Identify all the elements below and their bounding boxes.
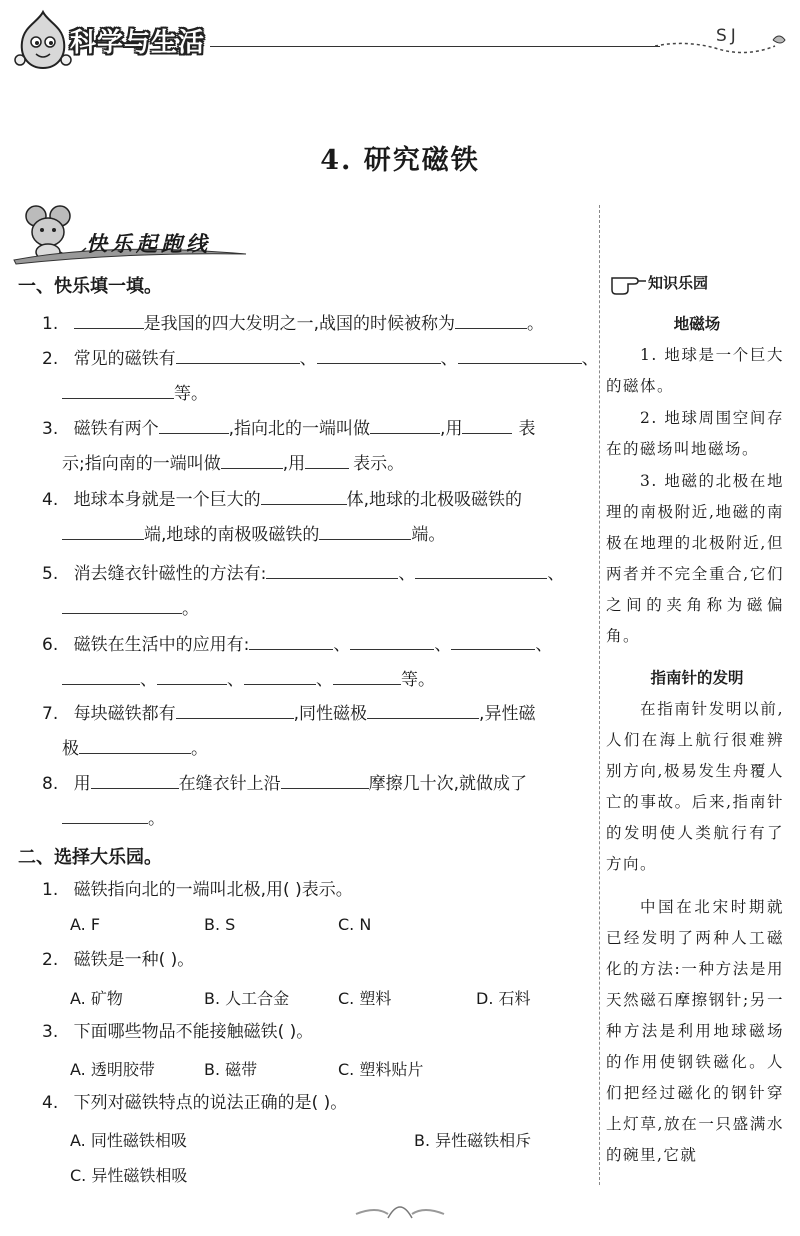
choice-option[interactable]: A. 同性磁铁相吸 (70, 1131, 187, 1150)
lesson-title: 4. 研究磁铁 (320, 145, 480, 176)
question-number: 3. (42, 419, 59, 439)
pointing-hand-icon (608, 268, 648, 296)
choice-option[interactable]: C. N (338, 915, 372, 934)
answer-blank[interactable] (74, 313, 144, 329)
question-number: 6. (42, 635, 59, 655)
question-text: 。 (148, 809, 165, 829)
header-code: SJ (716, 26, 740, 46)
choice-option[interactable]: B. 磁带 (204, 1060, 258, 1079)
answer-blank[interactable] (62, 808, 148, 824)
answer-blank[interactable] (79, 738, 191, 754)
side-paragraph: 2. 地球周围空间存在的磁场叫地磁场。 (606, 409, 784, 458)
separator: 、 (547, 564, 565, 584)
header-title: 科学与生活 (70, 28, 206, 58)
answer-blank[interactable] (281, 773, 369, 789)
choice-option[interactable]: B. S (204, 915, 236, 934)
question-text: ,同性磁极 (293, 704, 368, 724)
question-text: 每块磁铁都有 (73, 704, 176, 724)
question-text: 消去缝衣针磁性的方法有: (73, 564, 267, 584)
answer-blank[interactable] (62, 524, 144, 540)
answer-blank[interactable] (249, 634, 333, 650)
separator: 、 (398, 564, 416, 584)
question-text: 。 (182, 599, 199, 619)
column-divider (599, 205, 600, 1185)
choice-option[interactable]: B. 异性磁铁相斥 (414, 1131, 532, 1150)
answer-blank[interactable] (462, 418, 512, 434)
answer-blank[interactable] (62, 669, 140, 685)
question-text: 表示。 (353, 454, 405, 474)
choice-option[interactable]: C. 异性磁铁相吸 (70, 1166, 188, 1185)
page-number-ornament (350, 1196, 450, 1222)
choice-option[interactable]: C. 塑料 (338, 989, 392, 1008)
choice-option[interactable]: B. 人工合金 (204, 989, 290, 1008)
question-text: 等。 (174, 384, 208, 404)
answer-blank[interactable] (451, 634, 535, 650)
question-text: 下面哪些物品不能接触磁铁( )。 (73, 1022, 314, 1042)
fill-question-8 (42, 773, 527, 794)
question-text: 磁铁指向北的一端叫北极,用( )表示。 (73, 880, 353, 900)
question-number: 2. (42, 950, 59, 970)
choice-question-2 (42, 950, 194, 970)
answer-blank[interactable] (305, 453, 349, 469)
separator: 、 (333, 635, 351, 655)
separator: 、 (581, 349, 599, 369)
question-text: ,用 (282, 454, 306, 474)
separator: 、 (299, 349, 317, 369)
answer-blank[interactable] (176, 703, 294, 719)
fill-question-5-cont (62, 598, 199, 619)
separator: 、 (316, 670, 333, 690)
separator: 、 (434, 635, 452, 655)
side-paragraph: 在指南针发明以前,人们在海上航行很难辨别方向,极易发生舟覆人亡的事故。后来,指南针的发明使人类航行有了方向。 (606, 700, 784, 873)
question-text: 表 (518, 419, 536, 439)
answer-blank[interactable] (157, 669, 227, 685)
separator: 、 (227, 670, 244, 690)
header-rule (210, 46, 660, 47)
choice-question-4 (42, 1093, 347, 1113)
question-number: 8. (42, 774, 59, 794)
side-heading-geomagnetic: 地磁场 (673, 315, 721, 333)
side-paragraph: 中国在北宋时期就已经发明了两种人工磁化的方法:一种方法是用天然磁石摩擦钢针;另一种方法是利用地球磁场的作用使钢铁磁化。人们把经过磁化的钢针穿上灯草,放在一只盛满水的碗里,它就 (606, 898, 784, 1164)
fill-question-1 (42, 313, 544, 334)
question-text: 磁铁在生活中的应用有: (73, 635, 250, 655)
separator: 、 (140, 670, 157, 690)
answer-blank[interactable] (333, 669, 401, 685)
question-text: 摩擦几十次,就做成了 (368, 774, 528, 794)
answer-blank[interactable] (455, 313, 527, 329)
question-text: 地球本身就是一个巨大的 (73, 490, 261, 510)
question-text: 。 (191, 739, 208, 759)
question-text: 磁铁有两个 (73, 419, 159, 439)
answer-blank[interactable] (319, 524, 411, 540)
question-text: 常见的磁铁有 (73, 349, 176, 369)
fill-question-8-cont (62, 808, 165, 829)
question-number: 5. (42, 564, 59, 584)
fill-question-4 (42, 489, 522, 510)
question-number: 2. (42, 349, 59, 369)
question-text: 是我国的四大发明之一,战国的时候被称为 (143, 314, 456, 334)
answer-blank[interactable] (261, 489, 347, 505)
question-text: ,用 (440, 419, 463, 439)
question-text: 极 (62, 739, 79, 759)
question-text: 用 (73, 774, 91, 794)
fill-question-4-cont (62, 524, 445, 545)
side-heading-compass: 指南针的发明 (650, 669, 744, 687)
answer-blank[interactable] (159, 418, 229, 434)
question-text: 等。 (401, 670, 435, 690)
fill-question-6 (42, 634, 552, 655)
answer-blank[interactable] (415, 563, 547, 579)
choice-option[interactable]: A. 透明胶带 (70, 1060, 155, 1079)
answer-blank[interactable] (221, 453, 283, 469)
question-number: 3. (42, 1022, 59, 1042)
fill-question-3-cont (62, 453, 404, 474)
question-text: 端。 (411, 525, 446, 545)
question-text: ,异性磁 (479, 704, 536, 724)
answer-blank[interactable] (176, 348, 300, 364)
mascot-logo (12, 8, 74, 74)
question-text: 示;指向南的一端叫做 (62, 454, 221, 474)
choice-question-3 (42, 1022, 313, 1042)
choice-question-1 (42, 880, 353, 900)
fill-question-2 (42, 348, 599, 369)
question-text: 体,地球的北极吸磁铁的 (346, 490, 523, 510)
question-number: 7. (42, 704, 59, 724)
answer-blank[interactable] (367, 703, 479, 719)
fill-question-5 (42, 563, 564, 584)
separator: 、 (440, 349, 458, 369)
question-text: 端,地球的南极吸磁铁的 (144, 525, 320, 545)
question-text: 下列对磁铁特点的说法正确的是( )。 (73, 1093, 348, 1113)
answer-blank[interactable] (91, 773, 179, 789)
answer-blank[interactable] (266, 563, 398, 579)
fill-question-2-cont (62, 383, 208, 404)
section-banner-title: 快乐起跑线 (86, 231, 211, 256)
fill-question-6-cont (62, 669, 435, 690)
question-text: 磁铁是一种( )。 (73, 950, 195, 970)
answer-blank[interactable] (244, 669, 316, 685)
choice-option[interactable]: A. F (70, 915, 101, 934)
question-text: 。 (527, 314, 545, 334)
side-paragraph: 3. 地磁的北极在地理的南极附近,地磁的南极在地理的北极附近,但两者并不完全重合,它们之间的夹角称为磁偏角。 (606, 472, 784, 645)
answer-blank[interactable] (317, 348, 441, 364)
part2-heading: 二、选择大乐园。 (18, 847, 162, 868)
fill-question-7 (42, 703, 535, 724)
separator: 、 (535, 635, 553, 655)
choice-option[interactable]: D. 石料 (476, 989, 531, 1008)
question-text: ,指向北的一端叫做 (228, 419, 371, 439)
question-number: 1. (42, 880, 59, 900)
question-number: 4. (42, 490, 59, 510)
side-paragraph: 1. 地球是一个巨大的磁体。 (606, 346, 784, 395)
answer-blank[interactable] (350, 634, 434, 650)
fill-question-3 (42, 418, 535, 439)
question-text: 在缝衣针上沿 (178, 774, 281, 794)
answer-blank[interactable] (370, 418, 440, 434)
part1-heading: 一、快乐填一填。 (18, 276, 162, 297)
question-number: 1. (42, 314, 59, 334)
question-number: 4. (42, 1093, 59, 1113)
answer-blank[interactable] (62, 598, 182, 614)
fill-question-7-cont (62, 738, 208, 759)
side-panel-label: 知识乐园 (648, 274, 709, 292)
choice-option[interactable]: C. 塑料贴片 (338, 1060, 424, 1079)
answer-blank[interactable] (458, 348, 582, 364)
choice-option[interactable]: A. 矿物 (70, 989, 123, 1008)
answer-blank[interactable] (62, 383, 174, 399)
